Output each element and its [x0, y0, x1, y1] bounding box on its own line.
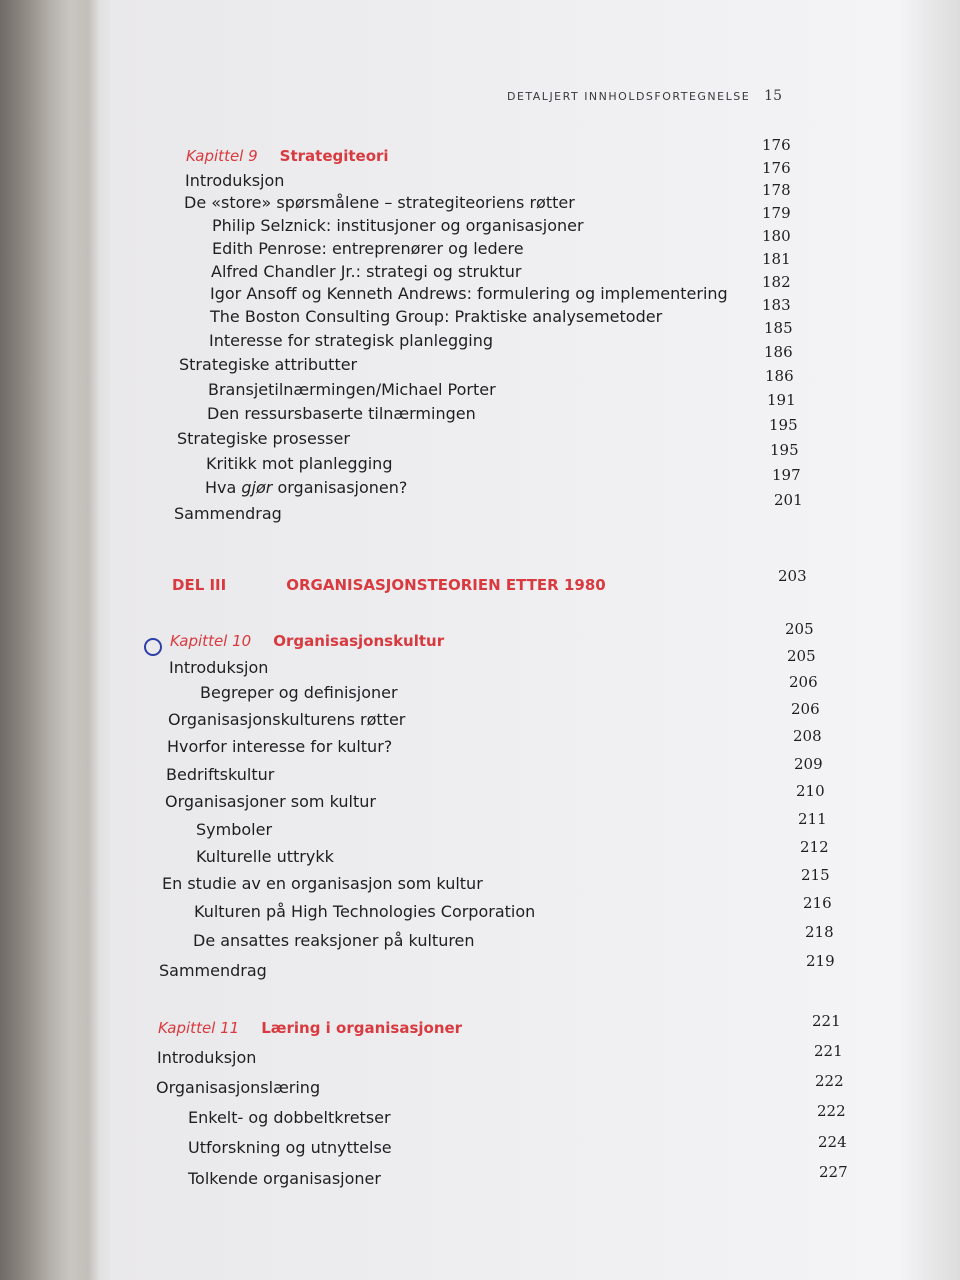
toc-text-part: organisasjonen?	[272, 478, 408, 497]
toc-page: 181	[762, 250, 791, 268]
toc-subentry: Symboler	[196, 820, 273, 839]
toc-page: 209	[794, 755, 823, 773]
toc-entry: Organisasjoner som kultur	[165, 792, 376, 811]
chapter-label: Kapittel 10	[170, 632, 252, 650]
chapter-page: 205	[785, 620, 814, 638]
toc-subentry: Utforskning og utnyttelse	[188, 1138, 392, 1157]
toc-entry: Strategiske prosesser	[177, 429, 350, 448]
toc-page: 197	[772, 466, 801, 484]
toc-page: 180	[762, 227, 791, 245]
page-number: 15	[764, 88, 782, 104]
toc-subentry: Philip Selznick: institusjoner og organisasjoner	[212, 216, 584, 235]
chapter-heading	[186, 146, 389, 165]
toc-subentry: Begreper og definisjoner	[200, 683, 398, 702]
toc-page: 201	[774, 491, 803, 509]
toc-page: 205	[787, 647, 816, 665]
toc-entry: Introduksjon	[185, 171, 285, 190]
toc-entry: En studie av en organisasjon som kultur	[162, 874, 483, 893]
toc-text-emphasis: gjør	[241, 478, 273, 497]
chapter-title: Læring i organisasjoner	[261, 1019, 463, 1037]
toc-entry: Hvorfor interesse for kultur?	[167, 737, 393, 756]
toc-entry: Sammendrag	[174, 504, 282, 523]
toc-page: 216	[803, 894, 832, 912]
part-page: 203	[778, 567, 807, 585]
toc-page: 186	[764, 343, 793, 361]
toc-subentry: Bransjetilnærmingen/Michael Porter	[208, 380, 496, 399]
toc-page: 206	[789, 673, 818, 691]
toc-page: 221	[814, 1042, 843, 1060]
toc-page: 211	[798, 810, 827, 828]
toc-entry: Strategiske attributter	[179, 355, 358, 374]
toc-page: 227	[819, 1163, 848, 1181]
chapter-page: 176	[762, 136, 791, 154]
book-page	[92, 0, 960, 1280]
chapter-page: 221	[812, 1012, 841, 1030]
toc-subentry: The Boston Consulting Group: Praktiske analysemetoder	[210, 307, 663, 326]
toc-subentry: Den ressursbaserte tilnærmingen	[207, 404, 476, 423]
toc-text-part: Hva	[205, 478, 242, 497]
toc-page: 224	[818, 1133, 847, 1151]
toc-subentry: Alfred Chandler Jr.: strategi og struktur	[211, 262, 522, 281]
toc-page: 215	[801, 866, 830, 884]
toc-page: 195	[769, 416, 798, 434]
toc-subentry: Tolkende organisasjoner	[188, 1169, 381, 1188]
chapter-label: Kapittel 9	[186, 147, 258, 165]
toc-subentry	[205, 478, 407, 497]
toc-page: 178	[762, 181, 791, 199]
toc-page: 210	[796, 782, 825, 800]
toc-page: 176	[762, 159, 791, 177]
toc-page: 195	[770, 441, 799, 459]
toc-subentry: Interesse for strategisk planlegging	[209, 331, 494, 350]
toc-page: 218	[805, 923, 834, 941]
toc-page: 191	[767, 391, 796, 409]
part-label: DEL III	[172, 576, 227, 594]
chapter-title: Organisasjonskultur	[273, 632, 445, 650]
toc-entry: Sammendrag	[159, 961, 267, 980]
chapter-heading	[170, 631, 444, 650]
toc-subentry: Kritikk mot planlegging	[206, 454, 393, 473]
toc-page: 219	[806, 952, 835, 970]
toc-subentry: De ansattes reaksjoner på kulturen	[193, 931, 475, 950]
part-title: ORGANISASJONSTEORIEN ETTER 1980	[286, 576, 606, 594]
part-heading	[172, 575, 606, 594]
toc-page: 222	[817, 1102, 846, 1120]
running-header-title: DETALJERT INNHOLDSFORTEGNELSE	[507, 90, 751, 103]
chapter-heading	[158, 1018, 462, 1037]
toc-entry: Organisasjonskulturens røtter	[168, 710, 406, 729]
toc-page: 208	[793, 727, 822, 745]
chapter-label: Kapittel 11	[158, 1019, 240, 1037]
toc-entry: Introduksjon	[157, 1048, 257, 1067]
toc-subentry: Kulturelle uttrykk	[196, 847, 334, 866]
toc-page: 185	[764, 319, 793, 337]
toc-entry: De «store» spørsmålene – strategiteoriens røtter	[184, 193, 575, 212]
chapter-title: Strategiteori	[279, 147, 389, 165]
toc-entry: Bedriftskultur	[166, 765, 275, 784]
toc-subentry: Igor Ansoff og Kenneth Andrews: formulering og implementering	[210, 284, 728, 303]
toc-page: 186	[765, 367, 794, 385]
toc-entry: Introduksjon	[169, 658, 269, 677]
toc-subentry: Edith Penrose: entreprenører og ledere	[212, 239, 524, 258]
toc-page: 183	[762, 296, 791, 314]
toc-subentry: Kulturen på High Technologies Corporation	[194, 902, 536, 921]
toc-subentry: Enkelt- og dobbeltkretser	[188, 1108, 391, 1127]
toc-page: 212	[800, 838, 829, 856]
pen-circle-mark	[144, 638, 162, 656]
toc-page: 182	[762, 273, 791, 291]
toc-page: 206	[791, 700, 820, 718]
running-header	[507, 88, 782, 104]
toc-page: 222	[815, 1072, 844, 1090]
toc-page: 179	[762, 204, 791, 222]
toc-entry: Organisasjonslæring	[156, 1078, 321, 1097]
